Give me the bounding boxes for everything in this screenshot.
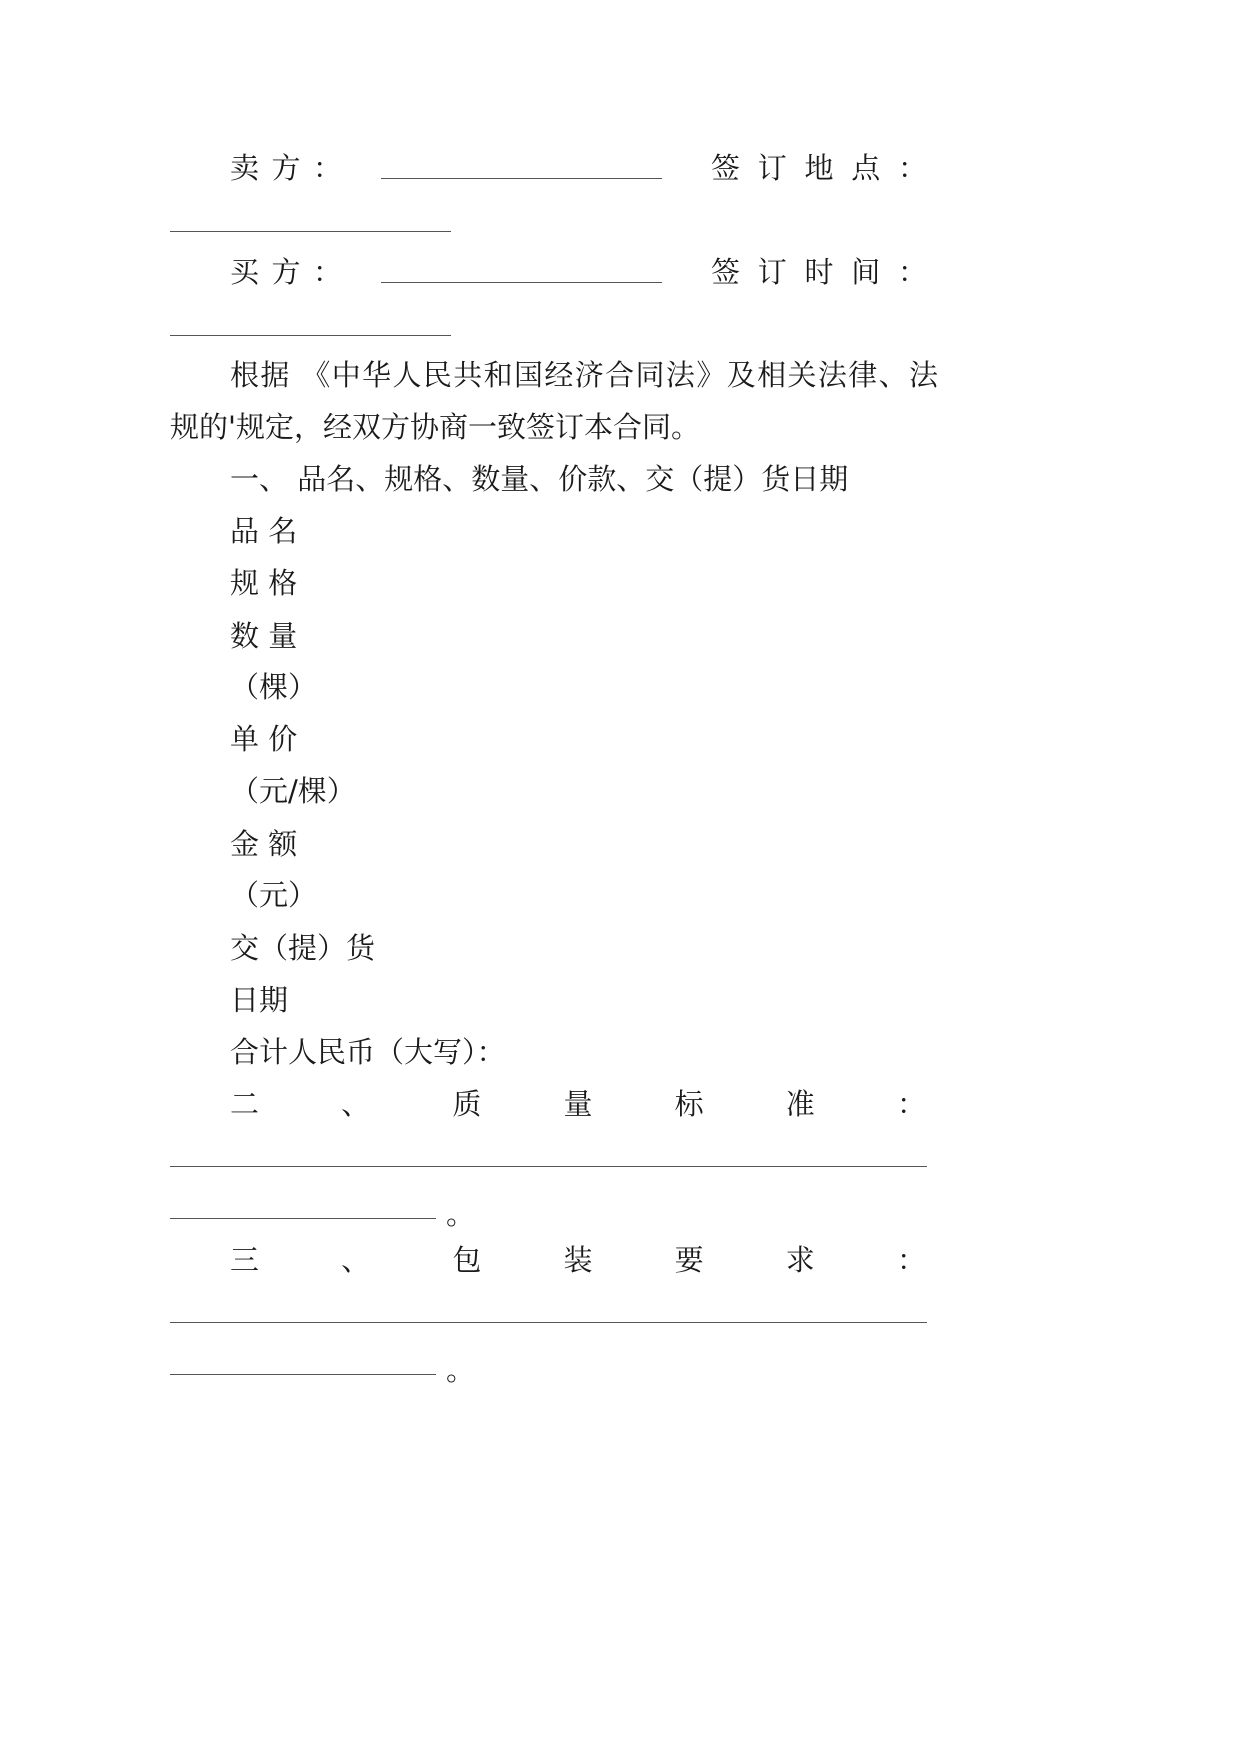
- field-quantity-unit: （棵）: [230, 670, 318, 704]
- seller-label: 卖 方 ：: [230, 151, 342, 185]
- signing-time-label: 签 订 时 间 ：: [711, 255, 927, 289]
- field-total-rmb: 合计人民币（大写）：: [230, 1035, 506, 1069]
- field-delivery-date: 日期: [230, 983, 289, 1017]
- buyer-blank[interactable]: [381, 282, 662, 283]
- field-unit-price: 单 价: [230, 722, 298, 756]
- section1-title: 一、 品名、规格、数量、价款、交（提）货日期: [230, 462, 849, 496]
- field-product-name: 品 名: [230, 514, 298, 548]
- intro-line-2: 规的'规定，经双方协商一致签订本合同。: [170, 410, 700, 444]
- section2-heading: 二 、 质 量 标 准 ：: [230, 1087, 926, 1121]
- field-specification: 规 格: [230, 566, 298, 600]
- field-unit-price-unit: （元/棵）: [230, 774, 356, 808]
- intro-line-1: 根据 《中华人民共和国经济合同法》及相关法律、法: [230, 358, 938, 392]
- signing-place-blank[interactable]: [170, 231, 451, 232]
- buyer-label: 买 方 ：: [230, 255, 342, 289]
- section3-blank-line-1[interactable]: [170, 1322, 927, 1323]
- section2-blank-line-1[interactable]: [170, 1166, 927, 1167]
- field-quantity: 数 量: [230, 619, 298, 653]
- signing-time-blank[interactable]: [170, 335, 451, 336]
- field-amount: 金 额: [230, 827, 298, 861]
- field-amount-unit: （元）: [230, 878, 318, 912]
- section2-end-mark: 。: [446, 1197, 476, 1231]
- section3-blank-line-2[interactable]: [170, 1374, 436, 1375]
- signing-place-label: 签 订 地 点 ：: [711, 151, 927, 185]
- field-delivery: 交（提）货: [230, 931, 376, 965]
- section3-end-mark: 。: [446, 1353, 476, 1387]
- seller-blank[interactable]: [381, 178, 662, 179]
- section2-blank-line-2[interactable]: [170, 1218, 436, 1219]
- section3-heading: 三 、 包 装 要 求 ：: [230, 1243, 926, 1277]
